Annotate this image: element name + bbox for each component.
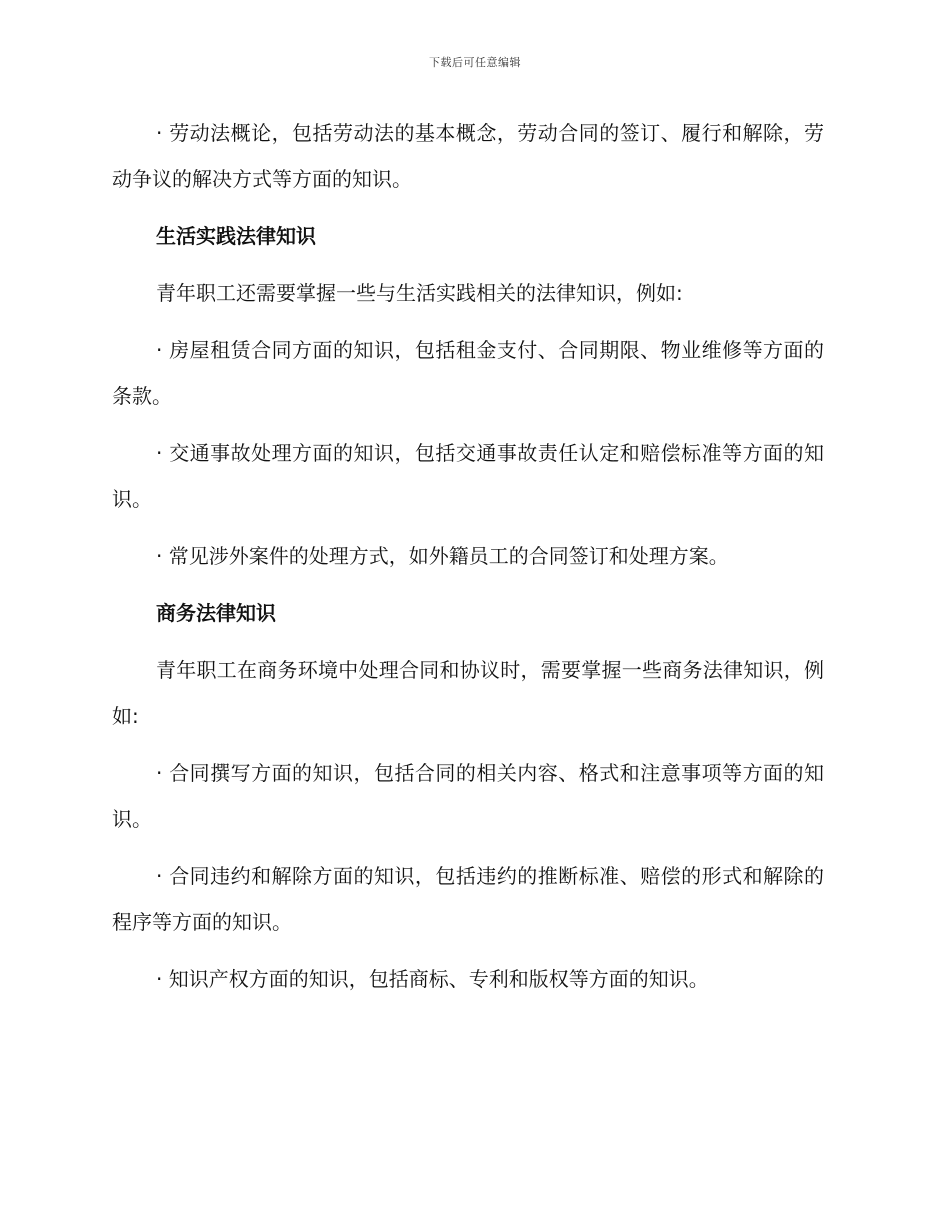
- bullet-traffic-accident: · 交通事故处理方面的知识，包括交通事故责任认定和赔偿标准等方面的知识。: [112, 441, 824, 511]
- bullet-foreign-cases: · 常见涉外案件的处理方式，如外籍员工的合同签订和处理方案。: [156, 544, 729, 568]
- section-heading-business-law: 商务法律知识: [156, 601, 276, 625]
- bullet-intellectual-property: · 知识产权方面的知识，包括商标、专利和版权等方面的知识。: [156, 967, 709, 991]
- bullet-contract-drafting: · 合同撰写方面的知识，包括合同的相关内容、格式和注意事项等方面的知识。: [112, 761, 824, 831]
- paragraph-business-law-intro: 青年职工在商务环境中处理合同和协议时，需要掌握一些商务法律知识，例如:: [112, 658, 824, 728]
- section-heading-life-practice-law: 生活实践法律知识: [156, 224, 316, 248]
- bullet-contract-breach: · 合同违约和解除方面的知识，包括违约的推断标准、赔偿的形式和解除的程序等方面的知识。: [112, 864, 824, 934]
- bullet-housing-lease: · 房屋租赁合同方面的知识，包括租金支付、合同期限、物业维修等方面的条款。: [112, 338, 824, 408]
- page-header: 下载后可任意编辑: [429, 56, 521, 69]
- bullet-labor-law-overview: · 劳动法概论，包括劳动法的基本概念，劳动合同的签订、履行和解除，劳动争议的解决方式等方面的知识。: [112, 121, 824, 191]
- paragraph-life-practice-intro: 青年职工还需要掌握一些与生活实践相关的法律知识，例如:: [156, 281, 683, 305]
- document-body: [112, 110, 824, 1013]
